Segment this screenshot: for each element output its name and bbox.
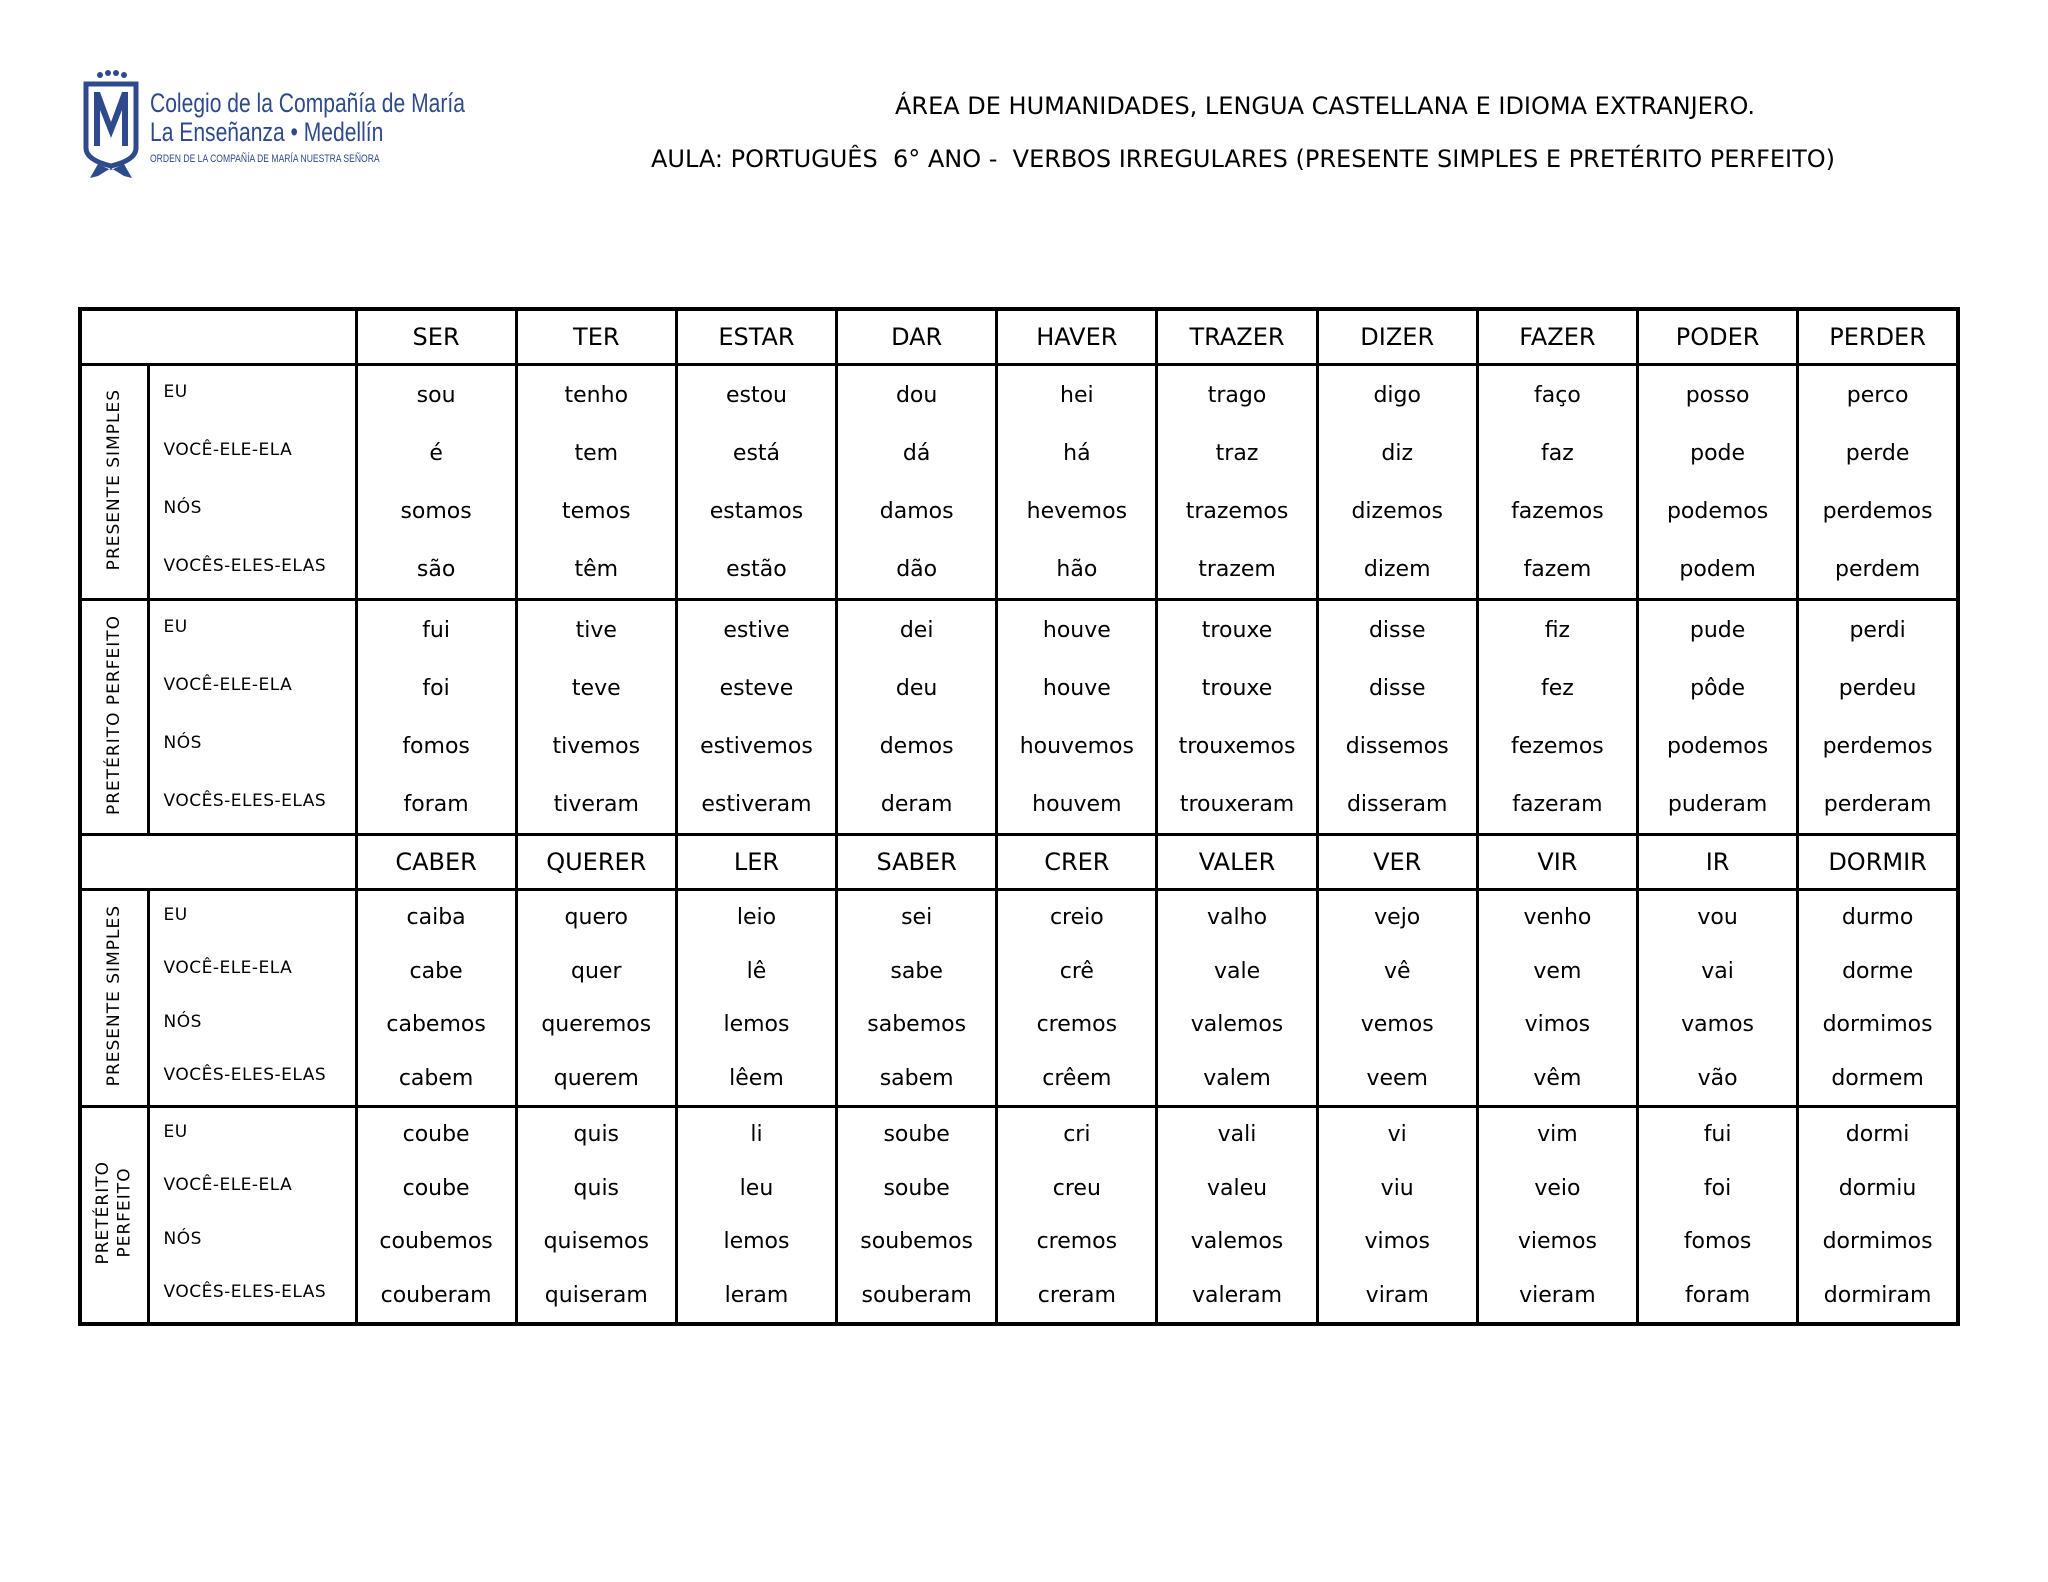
verb-header: DAR [837, 309, 997, 365]
verb-form: vimos [1364, 1229, 1430, 1255]
verb-form: faz [1541, 440, 1574, 466]
verb-form: leio [736, 905, 777, 931]
verb-form: dormiram [1823, 1282, 1932, 1308]
verb-form: está [732, 440, 781, 466]
person-label: NÓS [163, 498, 202, 518]
verb-form: sabe [890, 958, 943, 984]
verb-form: tenho [564, 382, 629, 408]
verb-form: são [416, 556, 456, 582]
verb-form: crêem [1042, 1065, 1112, 1091]
verb-form: coubemos [379, 1229, 493, 1255]
verb-form: vêm [1533, 1065, 1582, 1091]
verb-header: VER [1317, 835, 1477, 890]
forms-cell [676, 1107, 836, 1325]
verb-header: PODER [1638, 309, 1798, 365]
verb-form: vieram [1519, 1282, 1596, 1308]
verb-form: valemos [1190, 1012, 1284, 1038]
verb-form: dormem [1831, 1065, 1924, 1091]
verb-form: li [750, 1122, 763, 1148]
verb-form: vim [1537, 1122, 1578, 1148]
verb-form: querem [553, 1065, 639, 1091]
verb-form: viu [1380, 1175, 1414, 1201]
verb-form: é [429, 440, 443, 466]
person-label: VOCÊS-ELES-ELAS [163, 791, 327, 811]
verb-form: trouxe [1201, 617, 1273, 643]
person-label: VOCÊS-ELES-ELAS [163, 1282, 327, 1303]
persons-cell [148, 600, 356, 835]
verb-form: disse [1368, 675, 1426, 701]
tense-label-cell [80, 365, 148, 600]
verb-form: houvem [1032, 791, 1122, 817]
persons-cell [148, 365, 356, 600]
verb-form: demos [879, 733, 954, 759]
verb-form: valeram [1191, 1282, 1283, 1308]
forms-cell [1638, 890, 1798, 1107]
forms-cell [1477, 365, 1637, 600]
verb-form: valem [1203, 1065, 1271, 1091]
tense-label-cell [80, 890, 148, 1107]
verb-form: hão [1056, 556, 1098, 582]
verb-header-row [80, 309, 1958, 365]
forms-cell [1798, 1107, 1958, 1325]
verb-form: valemos [1190, 1229, 1284, 1255]
verb-form: durmo [1841, 905, 1914, 931]
forms-cell [356, 890, 516, 1107]
verb-form: trouxemos [1178, 733, 1296, 759]
person-label: NÓS [163, 1011, 202, 1032]
forms-cell [1798, 890, 1958, 1107]
verb-form: estivemos [700, 733, 813, 759]
verb-form: dormiu [1838, 1175, 1917, 1201]
forms-cell [356, 1107, 516, 1325]
verb-form: cremos [1036, 1229, 1118, 1255]
verb-form: faço [1534, 382, 1581, 408]
verb-header: TRAZER [1157, 309, 1317, 365]
forms-cell [516, 890, 676, 1107]
verb-form: tem [574, 440, 619, 466]
school-crest-icon [80, 70, 142, 182]
verb-form: fomos [1683, 1229, 1752, 1255]
verb-form: veio [1534, 1175, 1581, 1201]
verb-form: vemos [1360, 1012, 1434, 1038]
verb-form: lemos [723, 1012, 790, 1038]
person-label: VOCÊS-ELES-ELAS [163, 1065, 327, 1086]
verb-form: queremos [541, 1012, 652, 1038]
verb-header: VIR [1477, 835, 1637, 890]
forms-cell [997, 600, 1157, 835]
verb-form: viemos [1517, 1229, 1597, 1255]
verb-header: VALER [1157, 835, 1317, 890]
verb-form: houve [1042, 675, 1111, 701]
verb-form: cabem [398, 1065, 474, 1091]
verb-form: hevemos [1026, 498, 1128, 524]
forms-cell [1638, 365, 1798, 600]
verb-form: trago [1207, 382, 1267, 408]
verb-header: PERDER [1798, 309, 1958, 365]
verb-form: viram [1365, 1282, 1429, 1308]
forms-cell [1477, 1107, 1637, 1325]
forms-cell [676, 600, 836, 835]
verb-form: lêem [729, 1065, 784, 1091]
verb-form: vejo [1374, 905, 1421, 931]
tense-label-cell [80, 1107, 148, 1325]
verb-form: digo [1373, 382, 1421, 408]
verb-form: fomos [402, 733, 470, 759]
verb-form: têm [574, 556, 619, 582]
forms-cell [1477, 600, 1637, 835]
persons-cell [148, 1107, 356, 1325]
forms-cell [997, 1107, 1157, 1325]
verb-form: vamos [1681, 1012, 1755, 1038]
verb-form: valho [1207, 905, 1268, 931]
irregular-verbs-table [78, 307, 1960, 1326]
forms-cell [1157, 890, 1317, 1107]
forms-cell [997, 890, 1157, 1107]
verb-header: SER [356, 309, 516, 365]
forms-cell [1638, 600, 1798, 835]
verb-header: TER [516, 309, 676, 365]
verb-form: soube [883, 1122, 950, 1148]
verb-form: estive [723, 617, 790, 643]
verb-form: leu [739, 1175, 774, 1201]
verb-form: estou [725, 382, 787, 408]
logo-line-1: Colegio de la Compañía de María [150, 88, 465, 118]
forms-cell [676, 365, 836, 600]
forms-cell [1317, 1107, 1477, 1325]
verb-form: veem [1366, 1065, 1428, 1091]
verb-header: ESTAR [676, 309, 836, 365]
verb-form: dormi [1845, 1122, 1910, 1148]
school-logo [80, 70, 465, 185]
verb-form: sabem [879, 1065, 954, 1091]
verb-form: podemos [1666, 498, 1769, 524]
forms-cell [837, 1107, 997, 1325]
person-label: VOCÊ-ELE-ELA [163, 958, 293, 979]
forms-cell [516, 365, 676, 600]
verb-form: vão [1697, 1065, 1738, 1091]
verb-form: creram [1037, 1282, 1116, 1308]
verb-form: souberam [861, 1282, 972, 1308]
verb-header: SABER [837, 835, 997, 890]
verb-form: houve [1042, 617, 1111, 643]
tense-block [80, 1107, 1958, 1325]
forms-cell [837, 600, 997, 835]
verb-form: houvemos [1019, 733, 1134, 759]
verb-form: foi [1703, 1175, 1732, 1201]
verb-header: LER [676, 835, 836, 890]
verb-form: dou [895, 382, 938, 408]
verb-form: estamos [709, 498, 804, 524]
verb-form: soube [883, 1175, 950, 1201]
tense-label-cell [80, 600, 148, 835]
verb-form: vai [1701, 958, 1734, 984]
verb-form: vi [1387, 1122, 1407, 1148]
header-subtitle: AULA: PORTUGUÊS 6° ANO - VERBOS IRREGULARES (PRESENTE SIMPLES E PRETÉRITO PERFEITO) [651, 145, 1836, 173]
person-label: EU [163, 382, 188, 402]
verb-form: cabe [409, 958, 463, 984]
blank-header-cell [80, 309, 356, 365]
verb-form: fez [1540, 675, 1574, 701]
verb-form: lemos [723, 1229, 790, 1255]
tense-label-line-2: PERFEITO [114, 1167, 135, 1259]
verb-form: dorme [1842, 958, 1914, 984]
verb-form: podem [1679, 556, 1756, 582]
person-label: VOCÊS-ELES-ELAS [163, 556, 327, 576]
verb-form: hei [1060, 382, 1094, 408]
verb-form: perdem [1835, 556, 1921, 582]
forms-cell [837, 890, 997, 1107]
verb-form: fazem [1523, 556, 1592, 582]
verb-form: somos [400, 498, 472, 524]
verb-form: disse [1368, 617, 1426, 643]
verb-form: trouxeram [1179, 791, 1295, 817]
verb-form: trazemos [1185, 498, 1289, 524]
logo-line-3: ORDEN DE LA COMPAÑÍA DE MARÍA NUESTRA SEÑORA [150, 153, 380, 165]
verb-form: caiba [406, 905, 466, 931]
verb-form: perco [1846, 382, 1909, 408]
verb-form: dormimos [1822, 1012, 1933, 1038]
verb-form: perdemos [1822, 498, 1933, 524]
forms-cell [1317, 890, 1477, 1107]
verb-form: soubemos [860, 1229, 974, 1255]
verb-form: tiveram [553, 791, 639, 817]
verb-form: dei [899, 617, 934, 643]
verb-header: CABER [356, 835, 516, 890]
verb-form: podemos [1666, 733, 1769, 759]
forms-cell [1798, 365, 1958, 600]
verb-form: quisemos [543, 1229, 649, 1255]
verb-form: lê [746, 958, 767, 984]
forms-cell [516, 600, 676, 835]
verb-form: pôde [1690, 675, 1746, 701]
verb-form: creu [1052, 1175, 1101, 1201]
verb-form: coube [402, 1122, 470, 1148]
verb-form: perdi [1849, 617, 1906, 643]
person-label: VOCÊ-ELE-ELA [163, 440, 293, 460]
forms-cell [1317, 600, 1477, 835]
header-title: ÁREA DE HUMANIDADES, LENGUA CASTELLANA E IDIOMA EXTRANJERO. [894, 92, 1756, 120]
tense-label [93, 1161, 136, 1265]
verb-form: fui [422, 617, 450, 643]
verb-form: dizem [1363, 556, 1431, 582]
verb-form: estiveram [701, 791, 812, 817]
verb-form: leram [724, 1282, 789, 1308]
verb-form: pode [1690, 440, 1746, 466]
forms-cell [1157, 600, 1317, 835]
forms-cell [1638, 1107, 1798, 1325]
forms-cell [356, 365, 516, 600]
blank-header-cell [80, 835, 356, 890]
verb-form: venho [1523, 905, 1592, 931]
verb-form: estão [726, 556, 787, 582]
verb-form: esteve [719, 675, 794, 701]
verb-form: cabemos [386, 1012, 486, 1038]
verb-form: tivemos [552, 733, 641, 759]
verb-form: foram [1685, 1282, 1751, 1308]
verb-header: IR [1638, 835, 1798, 890]
forms-cell [837, 365, 997, 600]
verb-form: quero [564, 905, 629, 931]
tense-label-line-1: PRETÉRITO [93, 1161, 113, 1265]
verb-form: perde [1845, 440, 1910, 466]
verb-form: vimos [1524, 1012, 1591, 1038]
forms-cell [1157, 365, 1317, 600]
person-label: NÓS [163, 733, 202, 753]
verb-form: traz [1215, 440, 1259, 466]
verb-header-row [80, 835, 1958, 890]
verb-form: perdemos [1822, 733, 1933, 759]
verb-form: vou [1697, 905, 1738, 931]
persons-cell [148, 890, 356, 1107]
verb-form: vem [1533, 958, 1582, 984]
verb-form: fiz [1544, 617, 1571, 643]
verb-form: couberam [380, 1282, 492, 1308]
verb-form: deram [880, 791, 953, 817]
verb-form: temos [562, 498, 631, 524]
forms-cell [676, 890, 836, 1107]
verb-form: coube [402, 1175, 470, 1201]
verb-form: fezemos [1511, 733, 1604, 759]
verb-form: deu [895, 675, 938, 701]
person-label: VOCÊ-ELE-ELA [163, 1175, 293, 1196]
forms-cell [356, 600, 516, 835]
verb-form: damos [879, 498, 954, 524]
verb-form: dizemos [1351, 498, 1443, 524]
verb-form: vê [1383, 958, 1411, 984]
verb-header: QUERER [516, 835, 676, 890]
person-label: VOCÊ-ELE-ELA [163, 675, 293, 695]
verb-form: quer [571, 958, 622, 984]
verb-header: FAZER [1477, 309, 1637, 365]
verb-form: vali [1217, 1122, 1257, 1148]
forms-cell [516, 1107, 676, 1325]
verb-form: trazem [1198, 556, 1276, 582]
verb-form: dormimos [1822, 1229, 1933, 1255]
tense-label: PRESENTE SIMPLES [103, 905, 124, 1087]
verb-form: teve [571, 675, 621, 701]
verb-form: fui [1703, 1122, 1732, 1148]
verb-form: perderam [1823, 791, 1932, 817]
verb-form: dão [896, 556, 938, 582]
verb-form: perdeu [1838, 675, 1917, 701]
forms-cell [1157, 1107, 1317, 1325]
forms-cell [1798, 600, 1958, 835]
forms-cell [1477, 890, 1637, 1107]
verb-form: vale [1213, 958, 1261, 984]
verb-form: pude [1689, 617, 1746, 643]
verb-header: DIZER [1317, 309, 1477, 365]
verb-form: foi [422, 675, 450, 701]
verb-header: CRER [997, 835, 1157, 890]
forms-cell [1317, 365, 1477, 600]
tense-block [80, 890, 1958, 1107]
verb-form: quis [573, 1122, 620, 1148]
tense-label: PRETÉRITO PERFEITO [103, 614, 124, 816]
verb-form: valeu [1206, 1175, 1268, 1201]
verb-form: posso [1685, 382, 1750, 408]
verb-form: dá [902, 440, 931, 466]
forms-cell [997, 365, 1157, 600]
tense-label: PRESENTE SIMPLES [103, 389, 124, 571]
verb-form: sei [901, 905, 933, 931]
verb-form: quis [573, 1175, 620, 1201]
verb-form: trouxe [1201, 675, 1273, 701]
tense-block [80, 600, 1958, 835]
verb-form: crê [1059, 958, 1094, 984]
verb-form: puderam [1667, 791, 1768, 817]
verb-form: dissemos [1345, 733, 1449, 759]
person-label: NÓS [163, 1228, 202, 1249]
verb-form: há [1063, 440, 1091, 466]
verb-form: fazeram [1512, 791, 1603, 817]
logo-line-2: La Enseñanza • Medellín [150, 117, 384, 147]
person-label: EU [163, 617, 188, 637]
verb-form: sou [416, 382, 456, 408]
verb-form: sabemos [867, 1012, 967, 1038]
verb-header: HAVER [997, 309, 1157, 365]
verb-form: quiseram [544, 1282, 648, 1308]
verb-form: creio [1049, 905, 1104, 931]
verb-form: disseram [1346, 791, 1448, 817]
verb-form: foram [403, 791, 469, 817]
verb-form: diz [1381, 440, 1414, 466]
verb-form: tive [575, 617, 617, 643]
verb-form: fazemos [1511, 498, 1604, 524]
verb-form: cremos [1036, 1012, 1118, 1038]
verb-form: cri [1063, 1122, 1091, 1148]
verb-header: DORMIR [1798, 835, 1958, 890]
tense-block [80, 365, 1958, 600]
person-label: EU [163, 1121, 188, 1142]
person-label: EU [163, 904, 188, 925]
